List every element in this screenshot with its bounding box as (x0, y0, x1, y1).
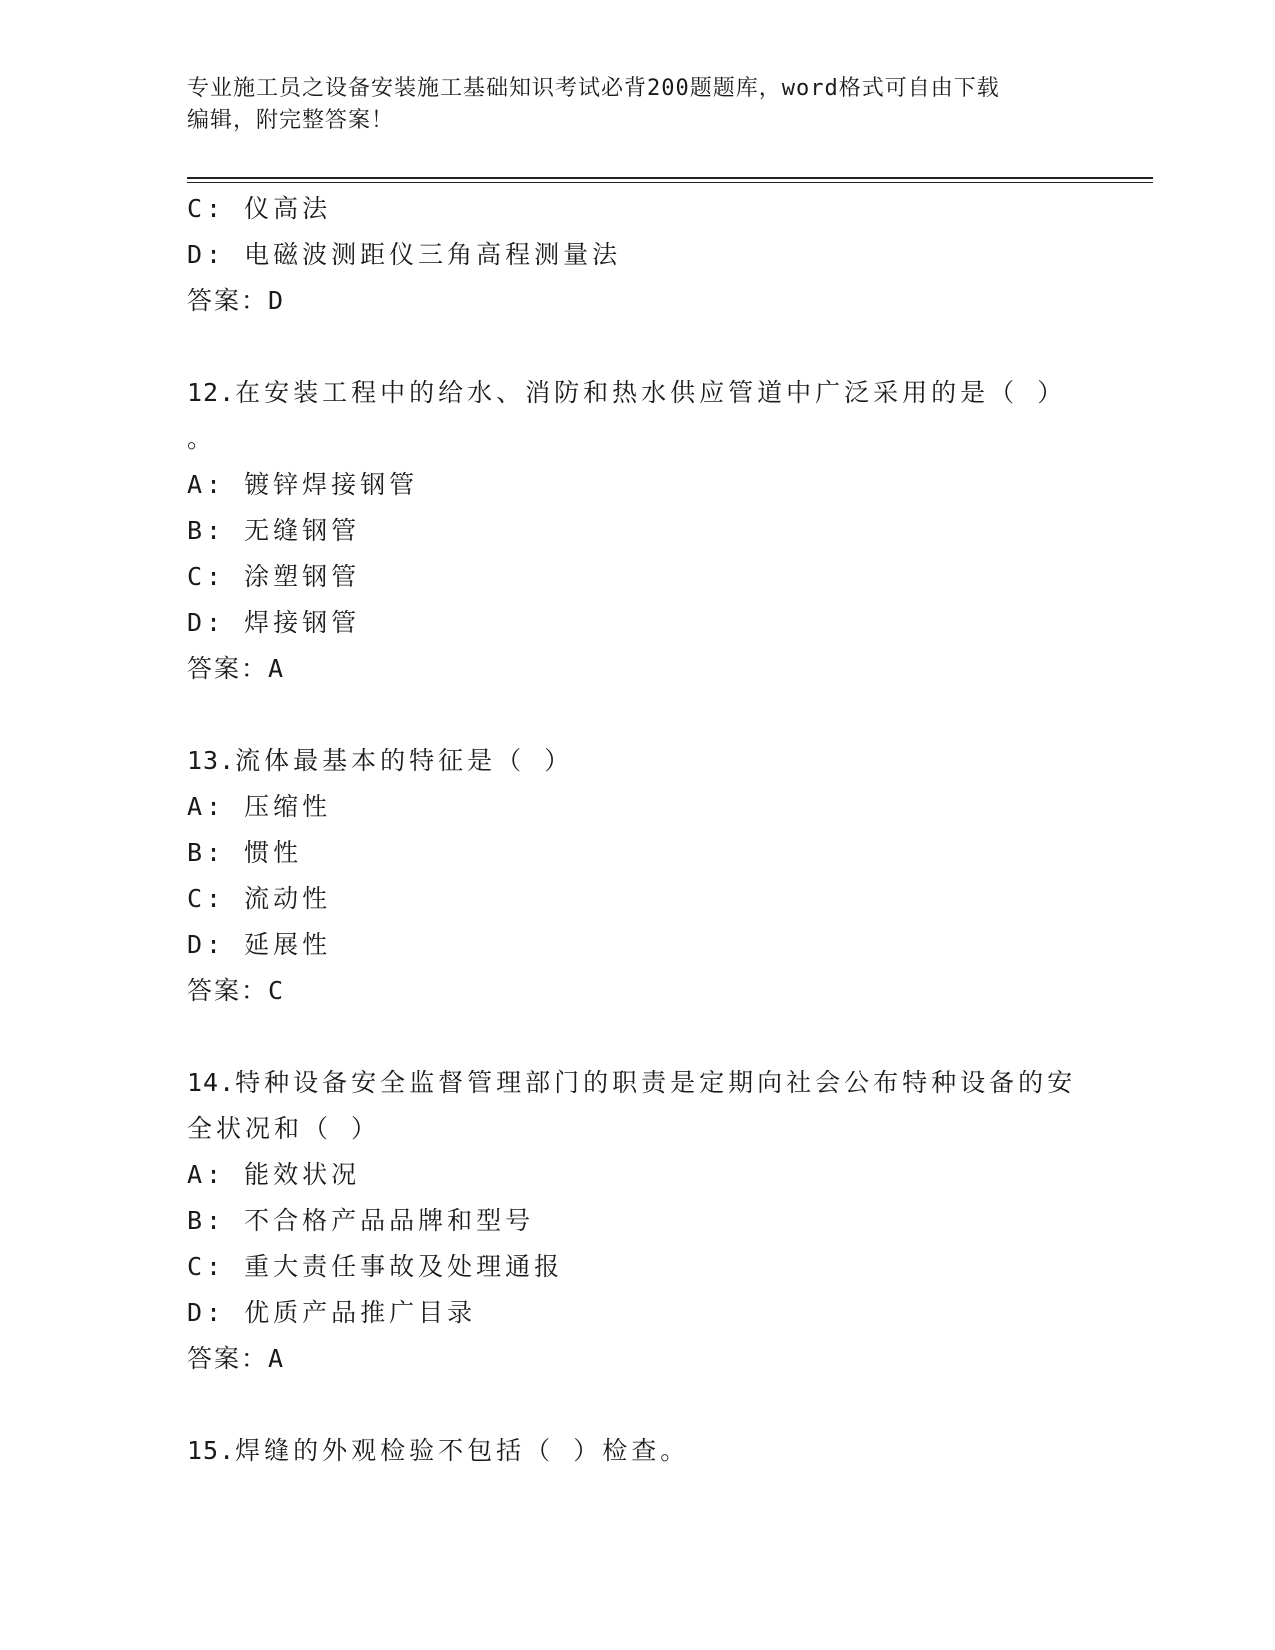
answer-line (187, 278, 1087, 324)
option-a (187, 784, 1087, 830)
option-text: 优质产品推广目录 (244, 1298, 477, 1327)
option-key: C: (187, 562, 226, 591)
option-b (187, 830, 1087, 876)
answer-line (187, 646, 1087, 692)
question-12 (187, 370, 1087, 692)
option-key: B: (187, 1206, 226, 1235)
option-text: 流动性 (244, 884, 332, 913)
question-13 (187, 738, 1087, 1014)
option-text: 压缩性 (244, 792, 332, 821)
question-text: 全状况和（ ） (187, 1114, 381, 1143)
question-stem (187, 1060, 1087, 1106)
option-text: 涂塑钢管 (244, 562, 361, 591)
question-number: 13. (187, 746, 236, 775)
option-text: 镀锌焊接钢管 (244, 470, 419, 499)
answer-line (187, 968, 1087, 1014)
option-b (187, 1198, 1087, 1244)
option-key: B: (187, 838, 226, 867)
option-text: 仪高法 (244, 194, 332, 223)
question-list (187, 186, 1087, 1474)
option-d (187, 922, 1087, 968)
header-title-line-2: 编辑，附完整答案！ (187, 108, 395, 133)
answer-value: A (268, 1344, 286, 1373)
option-key: D: (187, 930, 226, 959)
option-c (187, 554, 1087, 600)
document-header (187, 73, 1087, 137)
option-key: D: (187, 1298, 226, 1327)
option-key: D: (187, 608, 226, 637)
option-c (187, 186, 1087, 232)
option-key: C: (187, 1252, 226, 1281)
answer-value: D (268, 286, 286, 315)
option-key: A: (187, 470, 226, 499)
question-stem (187, 1428, 1087, 1474)
answer-label: 答案： (187, 976, 269, 1005)
answer-line (187, 1336, 1087, 1382)
header-divider-thin (187, 182, 1153, 183)
option-key: C: (187, 884, 226, 913)
option-text: 能效状况 (244, 1160, 361, 1189)
question-stem (187, 370, 1087, 416)
question-number: 12. (187, 378, 236, 407)
question-text: 焊缝的外观检验不包括（ ）检查。 (235, 1436, 690, 1465)
question-15 (187, 1428, 1087, 1474)
question-text: 。 (187, 424, 217, 453)
question-number: 15. (187, 1436, 236, 1465)
question-number: 14. (187, 1068, 236, 1097)
option-text: 无缝钢管 (244, 516, 361, 545)
option-text: 重大责任事故及处理通报 (244, 1252, 564, 1281)
option-key: A: (187, 1160, 226, 1189)
question-text: 在安装工程中的给水、消防和热水供应管道中广泛采用的是（ ） (235, 378, 1067, 407)
question-text: 特种设备安全监督管理部门的职责是定期向社会公布特种设备的安 (235, 1068, 1077, 1097)
question-stem-continued (187, 416, 1087, 462)
header-title-line-1: 专业施工员之设备安装施工基础知识考试必背200题题库，word格式可自由下载 (187, 76, 1000, 101)
option-b (187, 508, 1087, 554)
answer-label: 答案： (187, 1344, 269, 1373)
question-text: 流体最基本的特征是（ ） (235, 746, 574, 775)
option-c (187, 1244, 1087, 1290)
option-text: 焊接钢管 (244, 608, 361, 637)
option-text: 惯性 (244, 838, 303, 867)
question-11-continuation (187, 186, 1087, 324)
option-d (187, 232, 1087, 278)
option-key: D: (187, 240, 226, 269)
option-c (187, 876, 1087, 922)
option-d (187, 600, 1087, 646)
answer-label: 答案： (187, 286, 269, 315)
option-key: B: (187, 516, 226, 545)
answer-label: 答案： (187, 654, 269, 683)
option-text: 电磁波测距仪三角高程测量法 (244, 240, 622, 269)
option-d (187, 1290, 1087, 1336)
question-stem-continued (187, 1106, 1087, 1152)
answer-value: C (268, 976, 286, 1005)
question-stem (187, 738, 1087, 784)
option-text: 延展性 (244, 930, 332, 959)
option-a (187, 462, 1087, 508)
answer-value: A (268, 654, 286, 683)
option-key: C: (187, 194, 226, 223)
option-a (187, 1152, 1087, 1198)
option-text: 不合格产品品牌和型号 (244, 1206, 535, 1235)
question-14 (187, 1060, 1087, 1382)
option-key: A: (187, 792, 226, 821)
header-divider-thick (187, 177, 1153, 179)
